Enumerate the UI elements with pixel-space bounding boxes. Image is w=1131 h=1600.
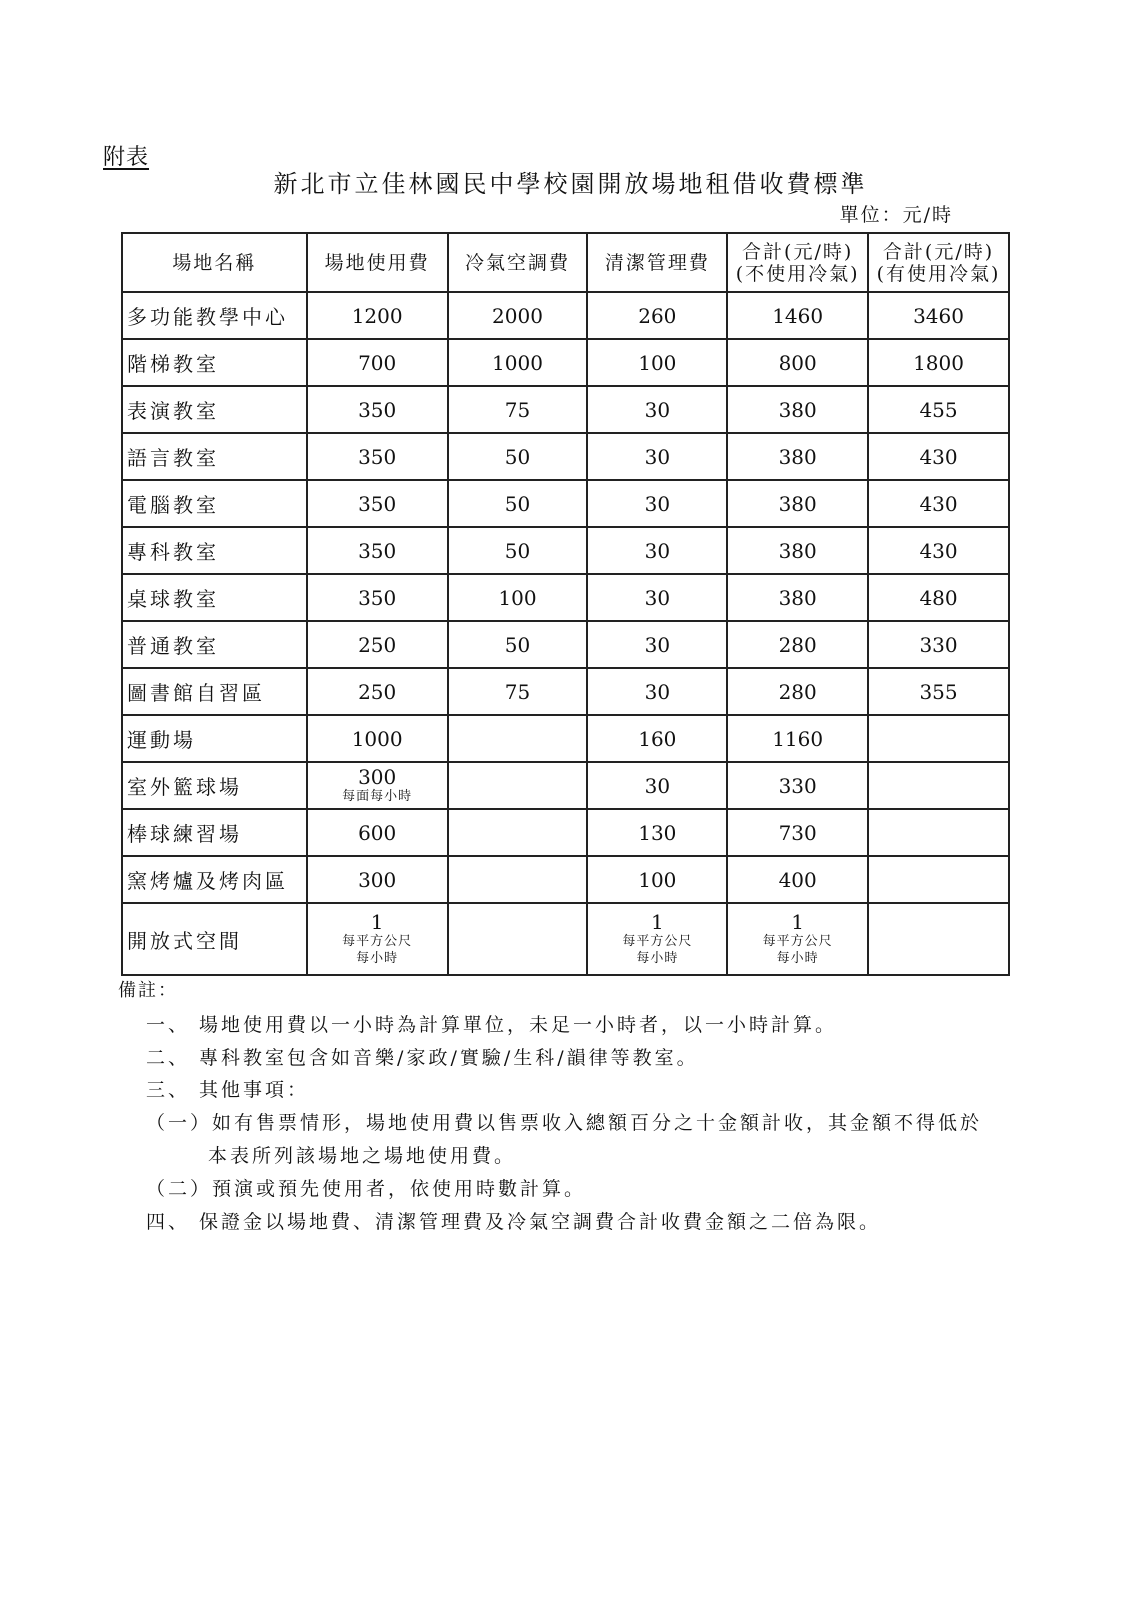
note-item-3: 三、 其他事項： [146, 1079, 310, 1101]
header-cleaning-fee: 清潔管理費 [587, 233, 727, 292]
venue-name: 電腦教室 [122, 480, 307, 527]
venue-name: 專科教室 [122, 527, 307, 574]
venue-name: 多功能教學中心 [122, 292, 307, 339]
venue-name: 階梯教室 [122, 339, 307, 386]
venue-name: 語言教室 [122, 433, 307, 480]
total-ac: 3460 [868, 292, 1009, 339]
total-ac: 1800 [868, 339, 1009, 386]
header-aircon-fee: 冷氣空調費 [448, 233, 588, 292]
header-total-no-ac-line2: (不使用冷氣) [735, 262, 860, 285]
header-total-ac-line1: 合計(元/時) [882, 240, 995, 263]
unit-note: 單位：元/時 [839, 204, 953, 226]
usage-fee: 350 [307, 480, 448, 527]
table-row [122, 762, 1009, 809]
venue-name: 表演教室 [122, 386, 307, 433]
total-ac [868, 856, 1009, 903]
header-usage-fee: 場地使用費 [307, 233, 448, 292]
total-no-ac: 380 [727, 527, 868, 574]
total-no-ac: 380 [727, 386, 868, 433]
aircon-fee [448, 856, 588, 903]
usage-fee: 1200 [307, 292, 448, 339]
total-no-ac: 280 [727, 621, 868, 668]
total-ac: 430 [868, 480, 1009, 527]
table-row [122, 809, 1009, 856]
usage-fee [307, 762, 448, 809]
usage-fee: 350 [307, 527, 448, 574]
document-title: 新北市立佳林國民中學校園開放場地租借收費標準 [273, 170, 868, 198]
attachment-label: 附表 [103, 145, 150, 170]
table-row [122, 386, 1009, 433]
usage-fee: 300 [307, 856, 448, 903]
aircon-fee: 100 [448, 574, 588, 621]
total-no-ac: 400 [727, 856, 868, 903]
note-item-4: 四、 保證金以場地費、清潔管理費及冷氣空調費合計收費金額之二倍為限。 [146, 1211, 882, 1233]
usage-fee-note: 每平方公尺 [342, 934, 413, 949]
aircon-fee [448, 809, 588, 856]
cleaning-fee-value: 1 [650, 910, 664, 934]
total-no-ac-value: 1 [791, 910, 805, 934]
table-row [122, 856, 1009, 903]
note-item-2: 二、 專科教室包含如音樂/家政/實驗/生科/韻律等教室。 [146, 1047, 699, 1069]
header-total-no-ac-line1: 合計(元/時) [742, 240, 854, 263]
cleaning-fee: 30 [587, 480, 727, 527]
total-no-ac: 280 [727, 668, 868, 715]
header-venue: 場地名稱 [122, 233, 307, 292]
cleaning-fee: 30 [587, 433, 727, 480]
usage-fee: 1000 [307, 715, 448, 762]
total-no-ac: 1160 [727, 715, 868, 762]
usage-fee: 700 [307, 339, 448, 386]
cleaning-fee-note: 每小時 [636, 951, 679, 966]
table-row [122, 292, 1009, 339]
cleaning-fee: 100 [587, 856, 727, 903]
cleaning-fee: 30 [587, 574, 727, 621]
total-no-ac: 330 [727, 762, 868, 809]
usage-fee [307, 903, 448, 975]
usage-fee-note: 每小時 [356, 951, 399, 966]
total-ac: 480 [868, 574, 1009, 621]
fee-table [121, 232, 1010, 976]
aircon-fee: 50 [448, 527, 588, 574]
venue-name: 棒球練習場 [122, 809, 307, 856]
table-row [122, 527, 1009, 574]
venue-name: 窯烤爐及烤肉區 [122, 856, 307, 903]
usage-fee: 350 [307, 433, 448, 480]
usage-fee-value: 1 [370, 910, 384, 934]
total-ac: 455 [868, 386, 1009, 433]
total-no-ac: 380 [727, 433, 868, 480]
cleaning-fee: 160 [587, 715, 727, 762]
note-sub-item-1-cont: 本表所列該場地之場地使用費。 [208, 1145, 517, 1167]
total-ac [868, 762, 1009, 809]
aircon-fee: 50 [448, 433, 588, 480]
total-no-ac: 730 [727, 809, 868, 856]
cleaning-fee: 100 [587, 339, 727, 386]
aircon-fee [448, 715, 588, 762]
total-no-ac-note: 每小時 [776, 951, 819, 966]
header-total-ac [868, 233, 1009, 292]
venue-name: 普通教室 [122, 621, 307, 668]
total-no-ac: 1460 [727, 292, 868, 339]
usage-fee: 600 [307, 809, 448, 856]
table-row [122, 433, 1009, 480]
header-total-ac-line2: (有使用冷氣) [876, 262, 1001, 285]
table-row [122, 903, 1009, 975]
table-row [122, 621, 1009, 668]
note-item-1: 一、 場地使用費以一小時為計算單位，未足一小時者，以一小時計算。 [146, 1014, 838, 1036]
venue-name: 室外籃球場 [122, 762, 307, 809]
aircon-fee: 75 [448, 386, 588, 433]
venue-name: 開放式空間 [122, 903, 307, 975]
total-ac [868, 809, 1009, 856]
header-total-no-ac [727, 233, 868, 292]
total-ac: 430 [868, 527, 1009, 574]
usage-fee: 350 [307, 574, 448, 621]
usage-fee-note: 每面每小時 [342, 789, 413, 804]
usage-fee: 250 [307, 621, 448, 668]
table-row [122, 668, 1009, 715]
total-ac [868, 903, 1009, 975]
cleaning-fee [587, 903, 727, 975]
usage-fee: 350 [307, 386, 448, 433]
usage-fee: 250 [307, 668, 448, 715]
aircon-fee: 50 [448, 621, 588, 668]
table-row [122, 574, 1009, 621]
venue-name: 運動場 [122, 715, 307, 762]
total-ac: 330 [868, 621, 1009, 668]
total-no-ac [727, 903, 868, 975]
notes-heading: 備註： [118, 980, 178, 1001]
total-ac: 430 [868, 433, 1009, 480]
table-header-row [122, 233, 1009, 292]
note-sub-item-1: （一）如有售票情形，場地使用費以售票收入總額百分之十金額計收，其金額不得低於 [146, 1112, 983, 1134]
total-no-ac: 380 [727, 574, 868, 621]
usage-fee-value: 300 [358, 765, 397, 789]
total-ac: 355 [868, 668, 1009, 715]
cleaning-fee: 30 [587, 668, 727, 715]
table-row [122, 339, 1009, 386]
venue-name: 圖書館自習區 [122, 668, 307, 715]
total-no-ac: 800 [727, 339, 868, 386]
cleaning-fee: 30 [587, 527, 727, 574]
total-ac [868, 715, 1009, 762]
cleaning-fee: 30 [587, 621, 727, 668]
note-sub-item-2: （二）預演或預先使用者，依使用時數計算。 [146, 1178, 587, 1200]
cleaning-fee-note: 每平方公尺 [622, 934, 693, 949]
venue-name: 桌球教室 [122, 574, 307, 621]
table-row [122, 480, 1009, 527]
cleaning-fee: 30 [587, 762, 727, 809]
cleaning-fee: 260 [587, 292, 727, 339]
aircon-fee: 1000 [448, 339, 588, 386]
total-no-ac: 380 [727, 480, 868, 527]
aircon-fee: 2000 [448, 292, 588, 339]
aircon-fee [448, 903, 588, 975]
table-row [122, 715, 1009, 762]
cleaning-fee: 130 [587, 809, 727, 856]
aircon-fee [448, 762, 588, 809]
total-no-ac-note: 每平方公尺 [762, 934, 833, 949]
aircon-fee: 75 [448, 668, 588, 715]
cleaning-fee: 30 [587, 386, 727, 433]
aircon-fee: 50 [448, 480, 588, 527]
